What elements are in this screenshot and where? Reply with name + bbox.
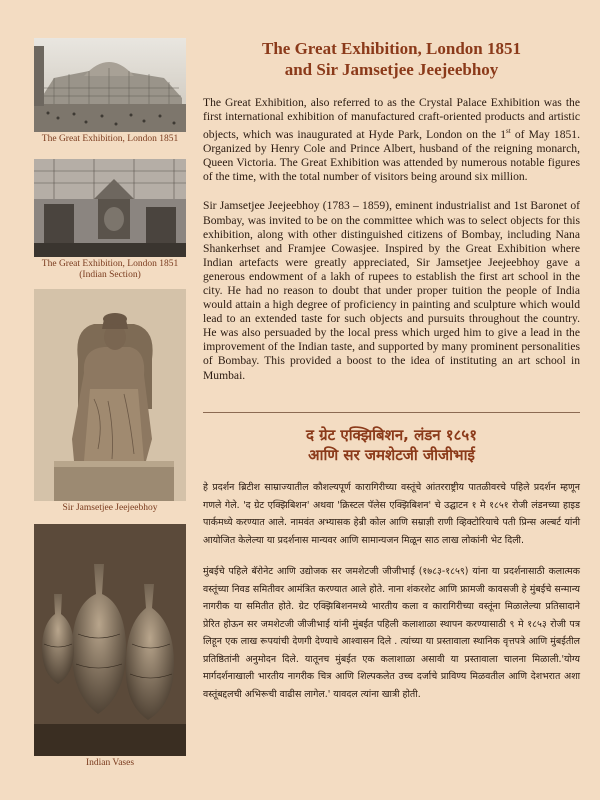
paragraph-text: of May 1851. Organized by Henry Cole and Prince Albert, husband of the reigning monarch, Queen Victoria. The Great Exhibition was attended by numerous notable figures of the time, with the total number of visitors being around six million. bbox=[203, 128, 581, 184]
photo-caption: Indian Vases bbox=[85, 758, 135, 768]
title-line: द ग्रेट एक्झिबिशन, लंडन १८५१ bbox=[305, 426, 478, 444]
marathi-section bbox=[203, 479, 580, 703]
paragraph-text: The Great Exhibition, also referred to as the Crystal Palace Exhibition was the first international exhibition of manufactured craft-oriented products and artistic objects, which was inaugurated at Hyde Park, London on the 1 bbox=[203, 96, 580, 142]
image-column bbox=[32, 38, 188, 769]
english-paragraph-1 bbox=[203, 96, 580, 184]
photo-caption: The Great Exhibition, London 1851 bbox=[41, 134, 179, 144]
title-line: The Great Exhibition, London 1851 bbox=[262, 39, 521, 58]
ordinal-suffix: st bbox=[506, 127, 511, 136]
indian-section-photo bbox=[34, 159, 186, 257]
photo-caption bbox=[32, 259, 188, 281]
statue-photo bbox=[34, 289, 186, 501]
caption-line: (Indian Section) bbox=[79, 270, 141, 280]
indian-vases-illustration bbox=[34, 524, 186, 756]
section-divider bbox=[203, 412, 580, 413]
indian-vases-photo bbox=[34, 524, 186, 756]
title-line: and Sir Jamsetjee Jeejeebhoy bbox=[284, 60, 499, 79]
marathi-paragraph-1: हे प्रदर्शन ब्रिटीश साम्राज्यातील कौशल्यपूर्ण कारागिरीच्या वस्तूंचे आंतरराष्ट्रीय पातळीवरचे पहिले प्रदर्शन म्हणून गणले गेले. 'द ग्रेट एक्झिबिशन' अथवा 'क्रिस्टल पॅलेस एक्झिबिशन' चे उद्घाटन १ मे १८५१ रोजी लंडनच्या हाइड पार्कमध्ये करण्यात आले. नामवंत अभ्यासक हेन्री कोल आणि सम्राज्ञी राणी व्हिक्टोरियाचे पती प्रिन्स अल्बर्ट यांनी आयोजित केलेल्या या प्रदर्शनास मान्यवर आणि सामान्यजन मिळून साठ लाख लोकांनी भेट दिली. bbox=[203, 482, 580, 546]
english-title bbox=[203, 38, 580, 80]
english-section bbox=[203, 38, 580, 383]
english-paragraph-2: Sir Jamsetjee Jeejeebhoy (1783 – 1859), eminent industrialist and 1st Baronet of Bombay, was invited to be on the committee which was to select objects for this exhibition, along with other distinguished citizens of Bombay, including Nana Shankerhset and Framjee Cowasjee. Inspired by the Great Exhibition where Indian artefacts were greatly appreciated, Sir Jamsetjee Jeejeebhoy gave a generous endowment of a lakh of rupees to establish the first art school in the city. He had no reason to doubt that under proper tuition the people of India would attain a high degree of proficiency in painting and sculpture which would lead to an extended taste for such objects and pursuits throughout the country. He was also persuaded by the local press which urged him to give a lead in the improvement of the Indian taste, and supported by many prominent personalities of Bombay. This provided a boost to the idea of instituting an art school in Mumbai. bbox=[203, 199, 580, 382]
crystal-palace-illustration bbox=[34, 38, 186, 132]
crystal-palace-photo bbox=[34, 38, 186, 132]
title-line: आणि सर जमशेटजी जीजीभाई bbox=[308, 446, 475, 464]
marathi-paragraph-2: मुंबईचे पहिले बॅरोनेट आणि उद्योजक सर जमशेटजी जीजीभाई (१७८३-१८५९) यांना या प्रदर्शनासाठी कलात्मक वस्तूंच्या निवड समितीवर आमंत्रित करण्यात आले होते. नाना शंकरशेट आणि फ्रामजी कावसजी हे मुंबईचे सन्मान्य नागरीक या समितीत होते. ग्रेट एक्झिबिशनमध्ये भारतीय कला व कारागिरीच्या वस्तूंना मिळालेल्या प्रतिसादाने प्रेरित होऊन सर जमशेटजी जीजीभाई यांनी मुंबईत पहिली कलाशाळा स्थापन करण्यासाठी ९ मे १८५३ रोजी पत्र लिहून एक लाख रूपयांची देणगी देण्याचे आश्वासन दिले . त्यांच्या या प्रस्तावाला स्थानिक वृत्तपत्रे आणि मुंबईतील प्रतिष्ठितांनी अनुमोदन दिले. यातूनच मुंबईत एक कलाशाळा असावी या प्रस्तावाला चालना मिळाली.'योग्य मार्गदर्शनाखाली भारतीय नागरीक चित्र आणि शिल्पकलेत उच्च दर्जाचे प्राविण्य मिळवतील आणि देशभरात अशा वस्तूंबद्दलची अभिरूची वाढीस लागेल.' यावदल त्यांना खात्री होती. bbox=[203, 566, 580, 700]
marathi-title bbox=[203, 425, 580, 465]
indian-section-illustration bbox=[34, 159, 186, 257]
statue-illustration bbox=[34, 289, 186, 501]
photo-caption: Sir Jamsetjee Jeejeebhoy bbox=[62, 503, 158, 513]
caption-line: The Great Exhibition, London 1851 bbox=[41, 259, 179, 269]
